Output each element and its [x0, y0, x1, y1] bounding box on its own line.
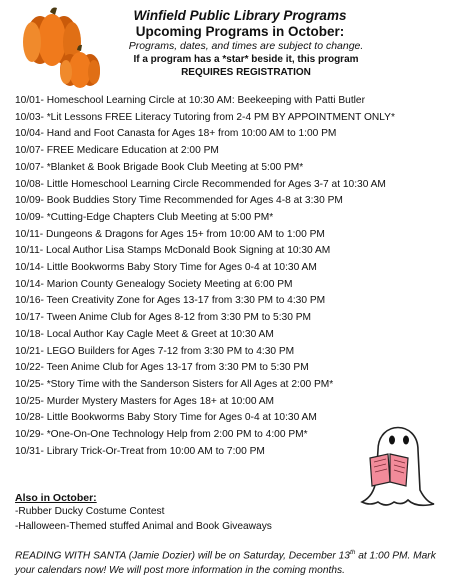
- program-item: 10/09- Book Buddies Story Time Recommended for Ages 4-8 at 3:30 PM: [15, 195, 343, 207]
- program-item: 10/07- FREE Medicare Education at 2:00 PM: [15, 145, 219, 157]
- program-item: 10/25- Murder Mystery Masters for Ages 18+ at 10:00 AM: [15, 395, 275, 407]
- program-item: 10/11- Dungeons & Dragons for Ages 15+ from 10:00 AM to 1:00 PM: [15, 228, 325, 240]
- registration-note: REQUIRES REGISTRATION: [181, 67, 311, 78]
- footer-text-end: at 1:00 PM. Mark your calendars now! We will post more information in the coming months.: [15, 550, 436, 577]
- ghost-reading-illustration: [356, 410, 440, 508]
- footer-superscript: th: [349, 549, 356, 556]
- also-in-october: [15, 491, 315, 534]
- change-note: Programs, dates, and times are subject to change.: [128, 40, 364, 52]
- also-item: -Rubber Ducky Costume Contest: [15, 506, 165, 517]
- footer-text-start: READING WITH SANTA (Jamie Dozier) will be on Saturday, December 13: [15, 550, 350, 562]
- star-note: If a program has a *star* beside it, this program: [133, 54, 359, 65]
- program-item: 10/17- Tween Anime Club for Ages 8-12 from 3:30 PM to 5:30 PM: [15, 312, 311, 324]
- program-item: 10/08- Little Homeschool Learning Circle Recommended for Ages 3-7 at 10:30 AM: [15, 178, 386, 190]
- program-item: 10/03- *Lit Lessons FREE Literacy Tutoring from 2-4 PM BY APPOINTMENT ONLY*: [15, 111, 395, 123]
- program-item: 10/31- Library Trick-Or-Treat from 10:00 AM to 7:00 PM: [15, 445, 265, 457]
- page-subtitle: Upcoming Programs in October:: [135, 24, 345, 39]
- flyer-header: [0, 8, 450, 79]
- program-item: 10/25- *Story Time with the Sanderson Sisters for All Ages at 2:00 PM*: [15, 378, 334, 390]
- program-item: 10/04- Hand and Foot Canasta for Ages 18+ from 10:00 AM to 1:00 PM: [15, 128, 337, 140]
- program-item: 10/28- Little Bookworms Baby Story Time for Ages 0-4 at 10:30 AM: [15, 412, 317, 424]
- also-title: Also in October:: [15, 492, 97, 504]
- program-item: 10/01- Homeschool Learning Circle at 10:30 AM: Beekeeping with Patti Butler: [15, 95, 365, 106]
- santa-announcement: [15, 545, 440, 578]
- page-title: Winfield Public Library Programs: [133, 8, 347, 23]
- program-item: 10/09- *Cutting-Edge Chapters Club Meeting at 5:00 PM*: [15, 211, 274, 223]
- program-item: 10/16- Teen Creativity Zone for Ages 13-17 from 3:30 PM to 4:30 PM: [15, 295, 326, 307]
- program-item: 10/11- Local Author Lisa Stamps McDonald Book Signing at 10:30 AM: [15, 245, 331, 257]
- also-item: -Halloween-Themed stuffed Animal and Book Giveaways: [15, 520, 272, 532]
- program-item: 10/14- Little Bookworms Baby Story Time for Ages 0-4 at 10:30 AM: [15, 262, 317, 274]
- program-list: [15, 93, 445, 460]
- program-item: 10/07- *Blanket & Book Brigade Book Club Meeting at 5:00 PM*: [15, 161, 304, 173]
- program-item: 10/14- Marion County Genealogy Society Meeting at 6:00 PM: [15, 278, 293, 290]
- program-item: 10/22- Teen Anime Club for Ages 13-17 from 3:30 PM to 5:30 PM: [15, 362, 309, 374]
- program-item: 10/29- *One-On-One Technology Help from 2:00 PM to 4:00 PM*: [15, 429, 308, 441]
- program-item: 10/18- Local Author Kay Cagle Meet & Greet at 10:30 AM: [15, 328, 274, 340]
- program-item: 10/21- LEGO Builders for Ages 7-12 from 3:30 PM to 4:30 PM: [15, 345, 295, 357]
